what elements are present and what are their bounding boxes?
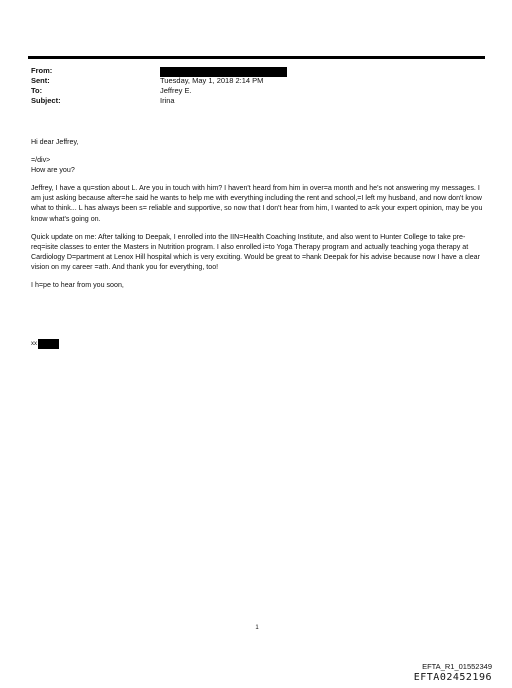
email-header	[31, 66, 471, 106]
paragraph-question: Jeffrey, I have a qu=stion about L. Are you in touch with him? I haven't heard from him in over=a month and he's not answering my messages. I am just asking because after=he said he wants to help me with everything including the rent and school,=I left my husband, and now don't know what to think... L has always been s= reliable and supportive, so now that I don't hear from him, I wanted to a=k your expert opinion, may be you know what's going on.	[31, 184, 483, 223]
from-label: From:	[31, 66, 53, 75]
sent-label: Sent:	[31, 76, 50, 85]
subject-value: Irina	[160, 96, 175, 105]
closing-line: I h=pe to hear from you soon,	[31, 281, 124, 290]
subject-label: Subject:	[31, 96, 61, 105]
sent-row	[31, 76, 471, 86]
email-body	[31, 137, 486, 298]
to-row	[31, 86, 471, 96]
bates-number-large: EFTA02452196	[413, 672, 492, 683]
div-artifact: =/div>	[31, 156, 51, 165]
signature	[31, 339, 59, 349]
greeting: Hi dear Jeffrey,	[31, 138, 79, 146]
sent-value: Tuesday, May 1, 2018 2:14 PM	[160, 76, 264, 85]
bates-number-small: EFTA_R1_01552349	[422, 662, 492, 671]
paragraph-update: Quick update on me: After talking to Deepak, I enrolled into the IIN=Health Coaching Institute, and also went to Hunter College to take pre-req=isite classes to enter the Masters in Nutrition program. I also enrolled i=to Yoga Therapy program and actually teaching yoga therapy at Cardiology D=partment at Lenox Hill hospital which is very exciting. Would be great to =hank Deepak for his advise because now I have a clear vision on my career =ath. And thank you for everything, too!	[31, 232, 480, 271]
subject-row	[31, 96, 471, 106]
header-rule	[28, 56, 485, 59]
from-row	[31, 66, 471, 76]
to-value: Jeffrey E.	[160, 86, 192, 95]
how-are-you: How are you?	[31, 166, 75, 175]
signature-prefix: xx	[31, 341, 37, 347]
page-number: 1	[255, 625, 259, 631]
to-label: To:	[31, 86, 43, 95]
signature-redaction	[38, 339, 59, 349]
